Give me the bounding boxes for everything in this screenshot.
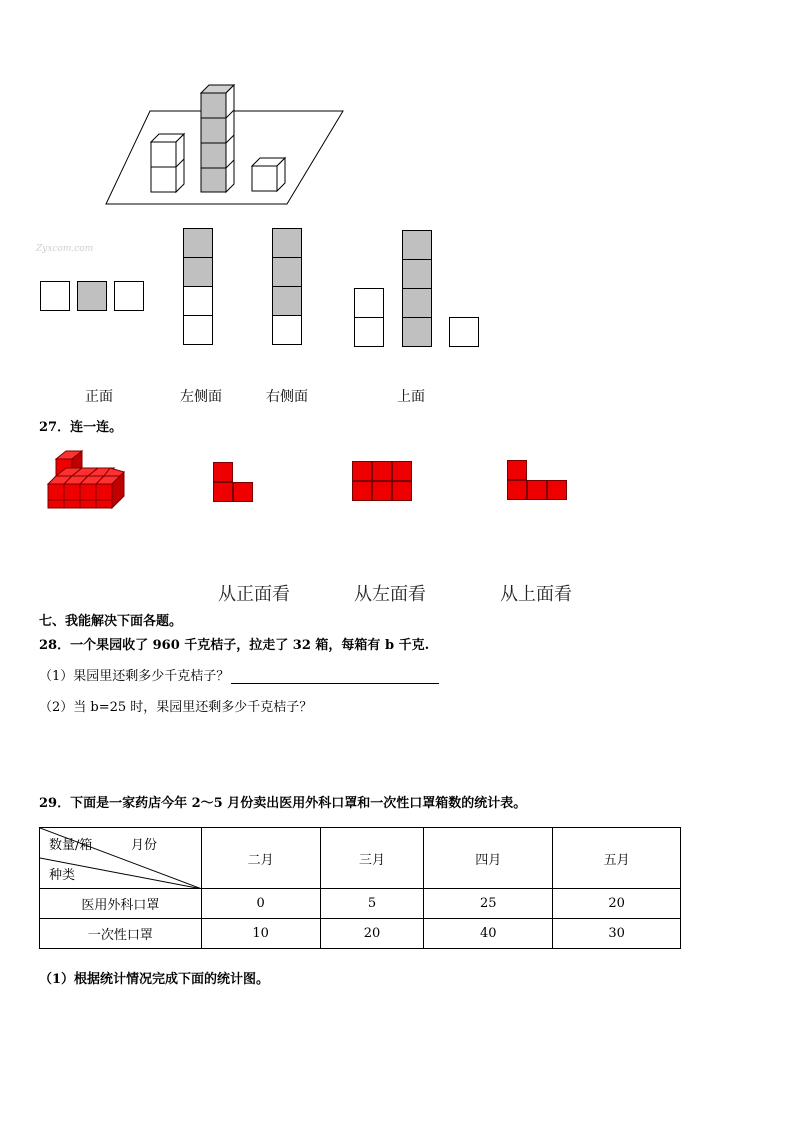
statistics-table <box>39 827 681 949</box>
red-square <box>392 461 412 481</box>
row-label: 医用外科口罩 <box>40 889 202 919</box>
row-label: 一次性口罩 <box>40 919 202 949</box>
red-square <box>507 480 527 500</box>
view-label-left: 左侧面 <box>180 389 222 405</box>
header-month-cell: 三月 <box>320 828 424 889</box>
label-from-top: 从上面看 <box>500 584 572 605</box>
q29-part1: （1）根据统计情况完成下面的统计图。 <box>39 972 270 987</box>
view-label-front: 正面 <box>85 389 113 405</box>
red-square <box>527 480 547 500</box>
red-square <box>352 481 372 501</box>
q27-title: 27．连一连。 <box>39 420 123 435</box>
red-square <box>547 480 567 500</box>
table-cell: 20 <box>553 889 681 919</box>
table-cell: 20 <box>320 919 424 949</box>
red-cube-figure <box>0 0 794 520</box>
table-cell: 0 <box>201 889 320 919</box>
header-month-cell: 五月 <box>553 828 681 889</box>
q28-title: 28．一个果园收了 960 千克桔子，拉走了 32 箱，每箱有 b 千克. <box>39 638 430 653</box>
table-row <box>40 889 681 919</box>
red-square <box>372 481 392 501</box>
red-square <box>392 481 412 501</box>
view-label-top: 上面 <box>397 389 425 405</box>
q28-part1-text: （1）果园里还剩多少千克桔子？ <box>39 669 230 684</box>
table-header-row <box>40 828 681 889</box>
table-cell: 30 <box>553 919 681 949</box>
answer-blank[interactable] <box>231 669 439 684</box>
header-month-cell: 二月 <box>201 828 320 889</box>
header-kind: 种类 <box>49 868 76 883</box>
table-row <box>40 919 681 949</box>
table-cell: 40 <box>424 919 553 949</box>
table-cell: 10 <box>201 919 320 949</box>
q28-part1 <box>39 665 439 684</box>
q28-part2: （2）当 b=25 时，果园里还剩多少千克桔子？ <box>39 700 313 715</box>
watermark-text: Zyxcom.com <box>36 244 94 254</box>
table-cell: 5 <box>320 889 424 919</box>
red-square <box>352 461 372 481</box>
view-label-right: 右侧面 <box>266 389 308 405</box>
header-month: 月份 <box>131 838 158 853</box>
q29-title: 29．下面是一家药店今年 2～5 月份卖出医用外科口罩和一次性口罩箱数的统计表。 <box>39 796 527 811</box>
diagonal-header-cell <box>40 828 202 889</box>
label-from-left: 从左面看 <box>354 584 426 605</box>
red-square <box>233 482 253 502</box>
header-quantity: 数量/箱 <box>49 838 93 853</box>
label-from-front: 从正面看 <box>218 584 290 605</box>
red-square <box>213 482 233 502</box>
red-square <box>372 461 392 481</box>
red-square <box>507 460 527 480</box>
header-month-cell: 四月 <box>424 828 553 889</box>
red-square <box>213 462 233 482</box>
section7-title: 七、我能解决下面各题。 <box>39 614 183 629</box>
table-cell: 25 <box>424 889 553 919</box>
